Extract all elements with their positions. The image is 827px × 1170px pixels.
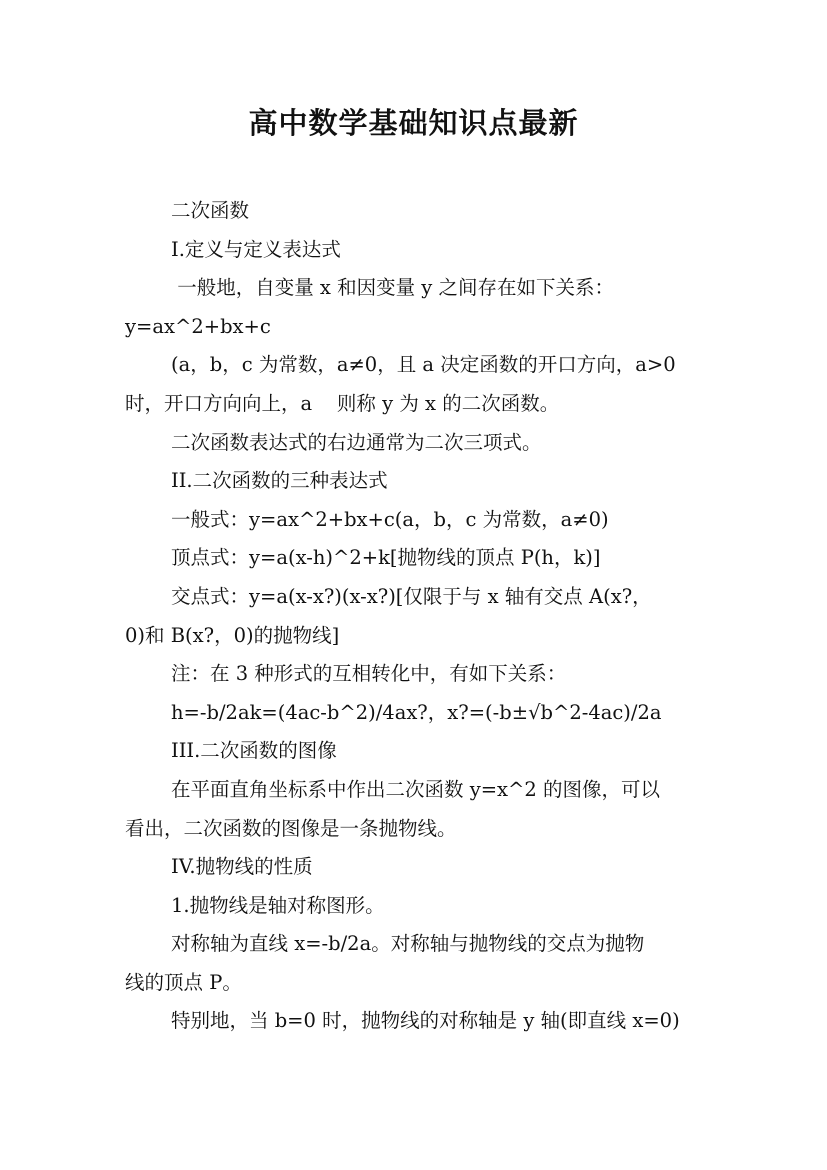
text-line: y=ax^2+bx+c	[125, 314, 271, 338]
text-line: 注：在 3 种形式的互相转化中，有如下关系：	[171, 662, 567, 686]
text-line: III.二次函数的图像	[171, 739, 337, 763]
text-line: II.二次函数的三种表达式	[171, 469, 388, 493]
text-line: 对称轴为直线 x=-b/2a。对称轴与抛物线的交点为抛物	[171, 932, 645, 956]
document-body	[125, 192, 725, 1041]
text-line: 特别地，当 b=0 时，抛物线的对称轴是 y 轴(即直线 x=0)	[171, 1009, 680, 1033]
text-line: 时，开口方向向上，a 则称 y 为 x 的二次函数。	[125, 391, 560, 415]
text-line: 二次函数	[171, 199, 250, 222]
text-line: h=-b/2ak=(4ac-b^2)/4ax?，x?=(-b±√b^2-4ac)/2a	[171, 700, 662, 724]
text-line: 顶点式：y=a(x-h)^2+k[抛物线的顶点 P(h，k)]	[171, 546, 601, 570]
text-line: IV.抛物线的性质	[171, 855, 313, 879]
text-line: 1.抛物线是轴对称图形。	[171, 893, 385, 917]
text-line: 交点式：y=a(x-x?)(x-x?)[仅限于与 x 轴有交点 A(x?，	[171, 584, 652, 608]
text-line: 在平面直角坐标系中作出二次函数 y=x^2 的图像，可以	[171, 777, 660, 801]
text-line: 看出，二次函数的图像是一条抛物线。	[125, 816, 457, 840]
text-line: (a，b，c 为常数，a≠0，且 a 决定函数的开口方向，a>0	[171, 353, 676, 377]
document-title: 高中数学基础知识点最新	[248, 106, 579, 140]
text-line: 0)和 B(x?，0)的抛物线]	[125, 623, 340, 647]
text-line: I.定义与定义表达式	[171, 237, 341, 261]
text-line: 一般地，自变量 x 和因变量 y 之间存在如下关系：	[171, 276, 615, 300]
text-line: 二次函数表达式的右边通常为二次三项式。	[171, 430, 542, 454]
text-line: 一般式：y=ax^2+bx+c(a，b，c 为常数，a≠0)	[171, 507, 609, 531]
text-line: 线的顶点 P。	[125, 970, 242, 994]
